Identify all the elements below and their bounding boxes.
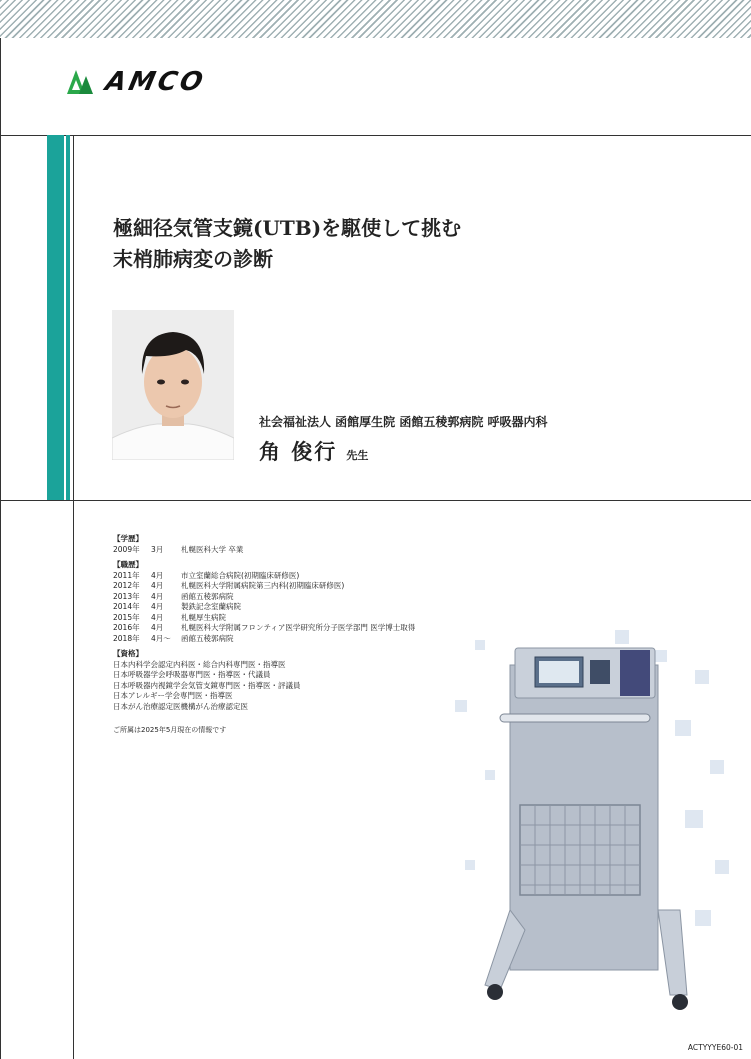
education-heading: 【学歴】 [113,534,143,543]
header-divider [0,135,751,136]
cv-row: 2018年 4月〜 函館五稜郭病院 [113,633,234,643]
content-left-rule [73,135,74,1059]
accent-bar-thin [66,135,70,500]
doctor-honorific: 先生 [346,449,369,462]
cv-row: 2012年 4月 札幌医科大学附属病院第三内科(初期臨床研修医) [113,581,345,590]
cv-row: 2015年 4月 札幌厚生病院 [113,612,226,622]
qualification-item: 日本アレルギー学会専門医・指導医 [113,691,233,700]
affiliation-note: ご所属は2025年5月現在の情報です [113,726,227,734]
header-hatch-band [0,0,751,38]
cv-row: 2013年 4月 函館五稜郭病院 [113,591,234,601]
qualification-item: 日本内科学会認定内科医・総合内科専門医・指導医 [113,659,286,669]
cv-row: 2016年 4月 札幌医科大学附属フロンティア医学研究所分子医学部門 医学博士取得 [113,623,416,632]
doctor-name: 角 俊行 [259,439,338,464]
career-heading: 【職歴】 [113,560,143,569]
qualification-item: 日本呼吸器内視鏡学会気管支鏡専門医・指導医・評議員 [113,680,301,690]
cv-row: 2014年 4月 製鉄記念室蘭病院 [113,602,241,611]
section-divider [0,500,751,501]
title-line-1: 極細径気管支鏡(UTB)を駆使して挑む [113,216,462,240]
page-title [113,213,461,275]
doctor-photo [112,310,234,460]
qualifications-heading: 【資格】 [113,649,143,658]
brand-name: AMCO [102,67,209,97]
title-line-2: 末梢肺病変の診断 [113,247,273,271]
cv-row: 2011年 4月 市立室蘭総合病院(初期臨床研修医) [113,570,300,580]
frame-left-border [0,38,1,1059]
doctor-affiliation: 社会福祉法人 函館厚生院 函館五稜郭病院 呼吸器内科 [259,415,548,429]
document-code: ACTYYYE60-01 [687,1043,743,1052]
product-photo [455,610,745,1034]
brand-logo [66,67,209,97]
qualification-item: 日本がん治療認定医機構がん治療認定医 [113,701,248,711]
amco-triangle-logo [66,68,100,96]
cv-row: 2009年 3月 札幌医科大学 卒業 [113,544,244,554]
doctor-name-line [259,436,368,466]
qualification-item: 日本呼吸器学会呼吸器専門医・指導医・代議員 [113,670,271,679]
doctor-cv [113,534,415,736]
accent-bar [47,135,64,500]
